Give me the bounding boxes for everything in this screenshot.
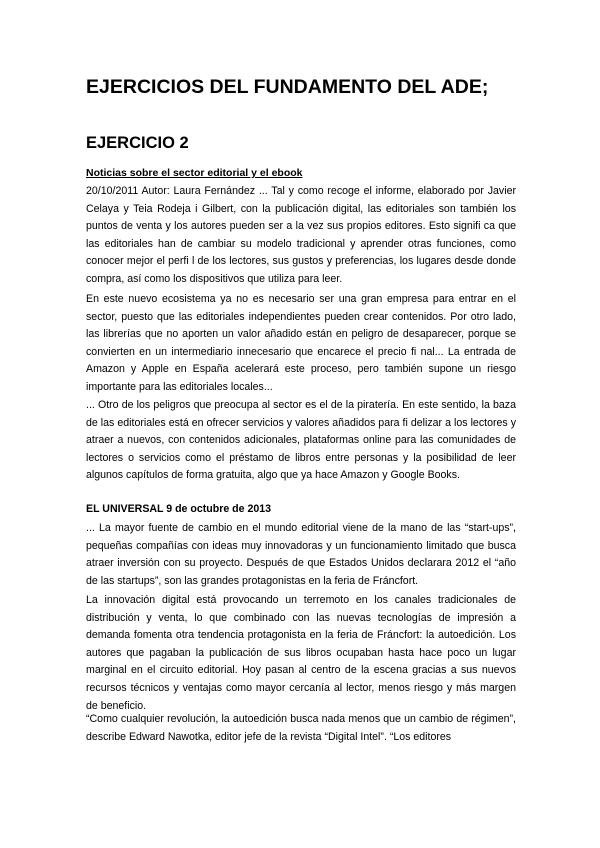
paragraph: ... La mayor fuente de cambio en el mundo editorial viene de la mano de las “start-ups”, pequeñas compañías con ideas muy innovadoras y un funcionamiento limitado que busca atraer inversión con su proyecto. Después de que Estados Unidos declarara 2012 el “año de las startups”, son las grandes protagonistas en la feria de Fráncfort.	[86, 522, 516, 587]
paragraph: La innovación digital está provocando un terremoto en los canales tradicionales de distribución y venta, lo que combinado con las nuevas tecnologías de impresión a demanda fomenta otra tendencia protagonista en la feria de Fráncfort: la autoedición. Los autores que pagaban la publicación de sus libros ocupaban hasta hace poco un lugar marginal en el circuito editorial. Hoy pasan al centro de la escena gracias a sus nuevos recursos técnicos y ventajas como mayor cercanía al lector, menos riesgo y más margen de beneficio.	[86, 594, 516, 712]
paragraph: “Como cualquier revolución, la autoedición busca nada menos que un cambio de régimen”, describe Edward Nawotka, editor jefe de la revista “Digital Intel”. “Los editores	[86, 713, 516, 743]
article-heading: Noticias sobre el sector editorial y el ebook	[86, 167, 303, 179]
source-heading: EL UNIVERSAL 9 de octubre de 2013	[86, 503, 272, 515]
document-title: EJERCICIOS DEL FUNDAMENTO DEL ADE;	[86, 76, 489, 98]
exercise-title: EJERCICIO 2	[86, 134, 189, 152]
paragraph: ... Otro de los peligros que preocupa al sector es el de la piratería. En este sentido, la baza de las editoriales está en ofrecer servicios y valores añadidos para fi delizar a los lectores y atraer a nuevos, con contenidos adicionales, plataformas online para las comunidades de lectores o servicios como el préstamo de libros entre personas y la posibilidad de leer algunos capítulos de forma gratuita, algo que ya hace Amazon y Google Books.	[86, 399, 516, 482]
paragraph: En este nuevo ecosistema ya no es necesario ser una gran empresa para entrar en el sector, puesto que las editoriales independientes pueden crear contenidos. Por otro lado, las librerías que no aporten un valor añadido están en peligro de desaparecer, porque se convierten en un intermediario innecesario que encarece el precio fi nal... La entrada de Amazon y Apple en España acelerará este proceso, pero también supone un riesgo importante para las editoriales locales...	[86, 293, 516, 393]
paragraph: 20/10/2011 Autor: Laura Fernández ... Tal y como recoge el informe, elaborado por Javier Celaya y Teia Rodeja i Gilbert, con la publicación digital, las editoriales son también los puntos de venta y los autores pueden ser a la vez sus propios editores. Esto signifi ca que las editoriales han de cambiar su modelo tradicional y aprender otras funciones, como conocer mejor el perfi l de los lectores, sus gustos y preferencias, los lugares desde donde compra, así como los dispositivos que utiliza para leer.	[86, 185, 516, 285]
